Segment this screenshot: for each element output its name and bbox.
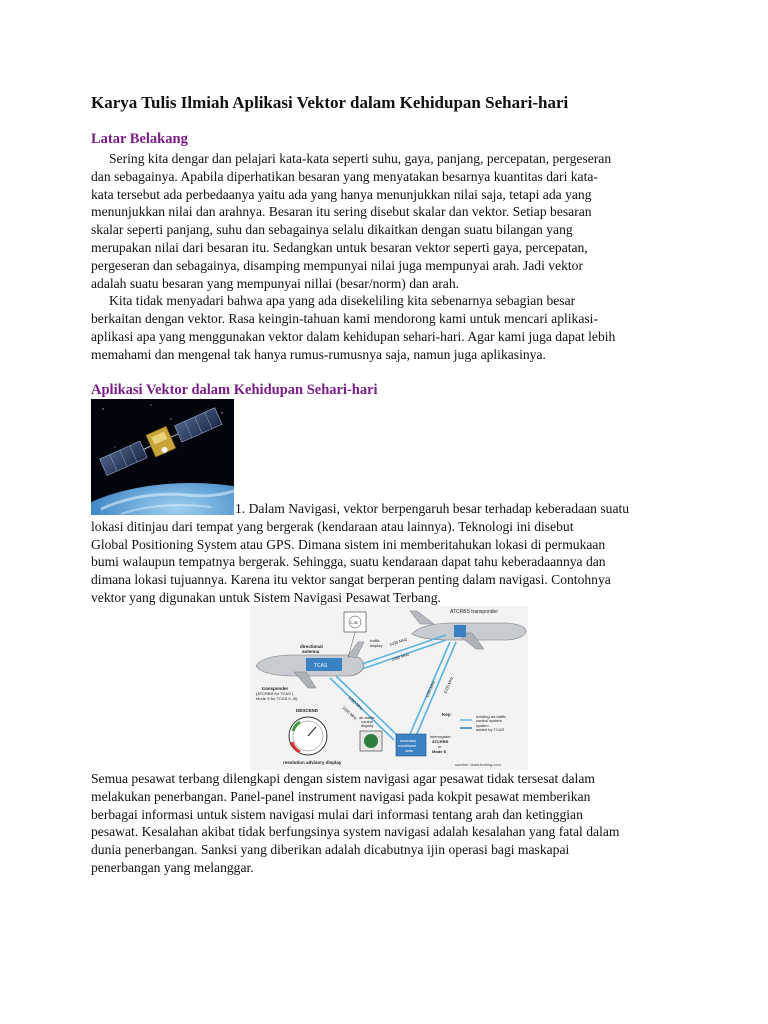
text-line: 1. Dalam Navigasi, vektor berpengaruh besar terhadap keberadaan suatu (235, 501, 630, 516)
label-air-traffic: air-traffic (359, 715, 375, 720)
label-freq-e: 1090 MHz (347, 695, 365, 711)
label-source: sumber: www.boeing.com (455, 762, 501, 767)
label-freq-d: 1030 MHz (442, 675, 455, 695)
traffic-dial-label: C-45 (350, 621, 358, 625)
resolution-advisory-gauge-icon (289, 717, 327, 755)
section-heading-latar-belakang: Latar Belakang (91, 131, 188, 147)
text-line: dunia penerbangan. Sanksi yang diberikan adalah dicabutnya ijin operasi bagi maskapai (91, 842, 570, 858)
paragraph-navigasi (91, 500, 691, 607)
label-freq-b: 1090 MHz (390, 651, 410, 662)
label-transponder: transponder (262, 686, 289, 691)
label-atcrbs-transponder: ATCRBS transponder (450, 609, 498, 615)
document-title: Karya Tulis Ilmiah Aplikasi Vektor dalam Kehidupan Sehari-hari (91, 93, 569, 112)
text-line: lokasi ditinjau dari tempat yang bergerak (kendaraan atau lainnya). Teknologi ini disebut (91, 518, 574, 534)
label-surveillance: surveillance (398, 744, 417, 748)
paragraph-sistem-navigasi (91, 770, 691, 877)
text-line: adalah suatu besaran yang mempunyai nillai (besar/norm) dan arah. (91, 275, 460, 291)
label-interrogator: interrogator: (430, 734, 452, 739)
label-antenna: antenna (302, 649, 320, 654)
text-line: penerbangan yang melanggar. (91, 859, 254, 875)
label-transponder-3: Mode S for TCAS II, III) (256, 696, 298, 701)
label-interrogator-or: or (438, 744, 442, 749)
text-line: pesawat. Kesalahan akibat tidak berfungsinya system navigasi adalah kesalahan yang fatal dalam (91, 824, 620, 840)
text-line: melakukan penerbangan. Panel-panel instrument navigasi pada kokpit pesawat memberikan (91, 788, 591, 804)
text-line: Semua pesawat terbang dilengkapi dengan sistem navigasi agar pesawat tidak tersesat dalam (91, 771, 595, 786)
label-key-added: added by TCAS (476, 727, 505, 732)
label-interrogator-mode-s: Mode S (432, 749, 447, 754)
text-line: Sering kita dengar dan pelajari kata-kata seperti suhu, gaya, panjang, percepatan, pergeseran (109, 151, 612, 166)
text-line: Kita tidak menyadari bahwa apa yang ada disekeliling kita sebenarnya sebagian besar (109, 293, 576, 309)
label-key-existing-2: control system (476, 718, 502, 723)
text-line: berkaitan dengan vektor. Rasa keingin-tahuan kami mendorong kami untuk mencari aplikasi- (91, 311, 598, 327)
text-line: vektor yang digunakan untuk Sistem Navigasi Pesawat Terbang. (91, 589, 441, 605)
label-key-system: system (476, 723, 489, 728)
text-line: aplikasi apa yang menggunakan vektor dalam kehidupan sehari-hari. Agar kami juga dapat lebih (91, 328, 616, 344)
label-air-traffic-display: display (361, 723, 374, 728)
text-line: kata tersebut ada perbedaanya yaitu ada yang hanya menunjukkan nilai saja, tetapi ada yang (91, 186, 592, 202)
text-line: Global Positioning System atau GPS. Dimana sistem ini memberitahukan lokasi di permukaan (91, 536, 606, 552)
text-line: berbagai informasi untuk sistem navigasi mulai dari informasi tentang arah dan ketinggian (91, 806, 583, 822)
label-air-traffic-control: control (361, 719, 374, 724)
label-traffic: traffic (370, 638, 380, 643)
label-radar: radar (405, 749, 414, 753)
label-key: Key: (442, 712, 452, 717)
satellite-image (91, 399, 234, 515)
label-descend: DESCEND (296, 708, 319, 713)
label-freq-f: 1030 MHz (341, 705, 359, 721)
text-line: memahami dan mengenal tak hanya rumus-rumusnya saja, namun juga aplikasinya. (91, 346, 546, 362)
label-secondary: secondary (400, 739, 417, 743)
text-line: pergeseran dan sebagainya, disamping mempunyai nilai juga mempunyai arah. Jadi vektor (91, 257, 583, 273)
section-heading-aplikasi-vektor: Aplikasi Vektor dalam Kehidupan Sehari-hari (91, 382, 378, 398)
label-tcas: TCAS (314, 663, 328, 669)
tcas-navigation-diagram (250, 606, 528, 770)
label-freq-c: 1090 MHz (424, 679, 437, 699)
label-directional: directional (300, 644, 323, 649)
label-resolution-advisory: resolution advisory display (283, 760, 342, 765)
label-freq-a: 1030 MHz (388, 636, 408, 647)
paragraph-latar-belakang (91, 150, 691, 364)
label-traffic-display: display (370, 643, 383, 648)
text-line: bumi walaupun tempatnya bergerak. Sehingga, suatu kendaraan dapat tahu keberadaannya dan (91, 554, 606, 570)
text-line: merupakan nilai dari besaran itu. Sedangkan untuk besaran vektor seperti gaya, percepatan, (91, 239, 588, 255)
text-line: dimana lokasi tujuannya. Karena itu vektor sangat berperan penting dalam navigasi. Contohnya (91, 572, 611, 588)
text-line: menunjukkan nilai dan arahnya. Besaran itu sering disebut skalar dan vektor. Setiap besaran (91, 204, 592, 220)
label-interrogator-atcrbs: ATCRBS (432, 739, 449, 744)
text-line: skalar seperti panjang, suhu dan sebagainya selalu dikaitkan dengan suatu bilangan yang (91, 222, 573, 238)
label-transponder-2: (ATCRBS for TCAS I, (256, 691, 295, 696)
text-line: dan sebagainya. Apabila diperhatikan besaran yang menyatakan besarnya kuantitas dari kata- (91, 168, 598, 184)
label-key-existing: existing air-traffic (476, 714, 507, 719)
